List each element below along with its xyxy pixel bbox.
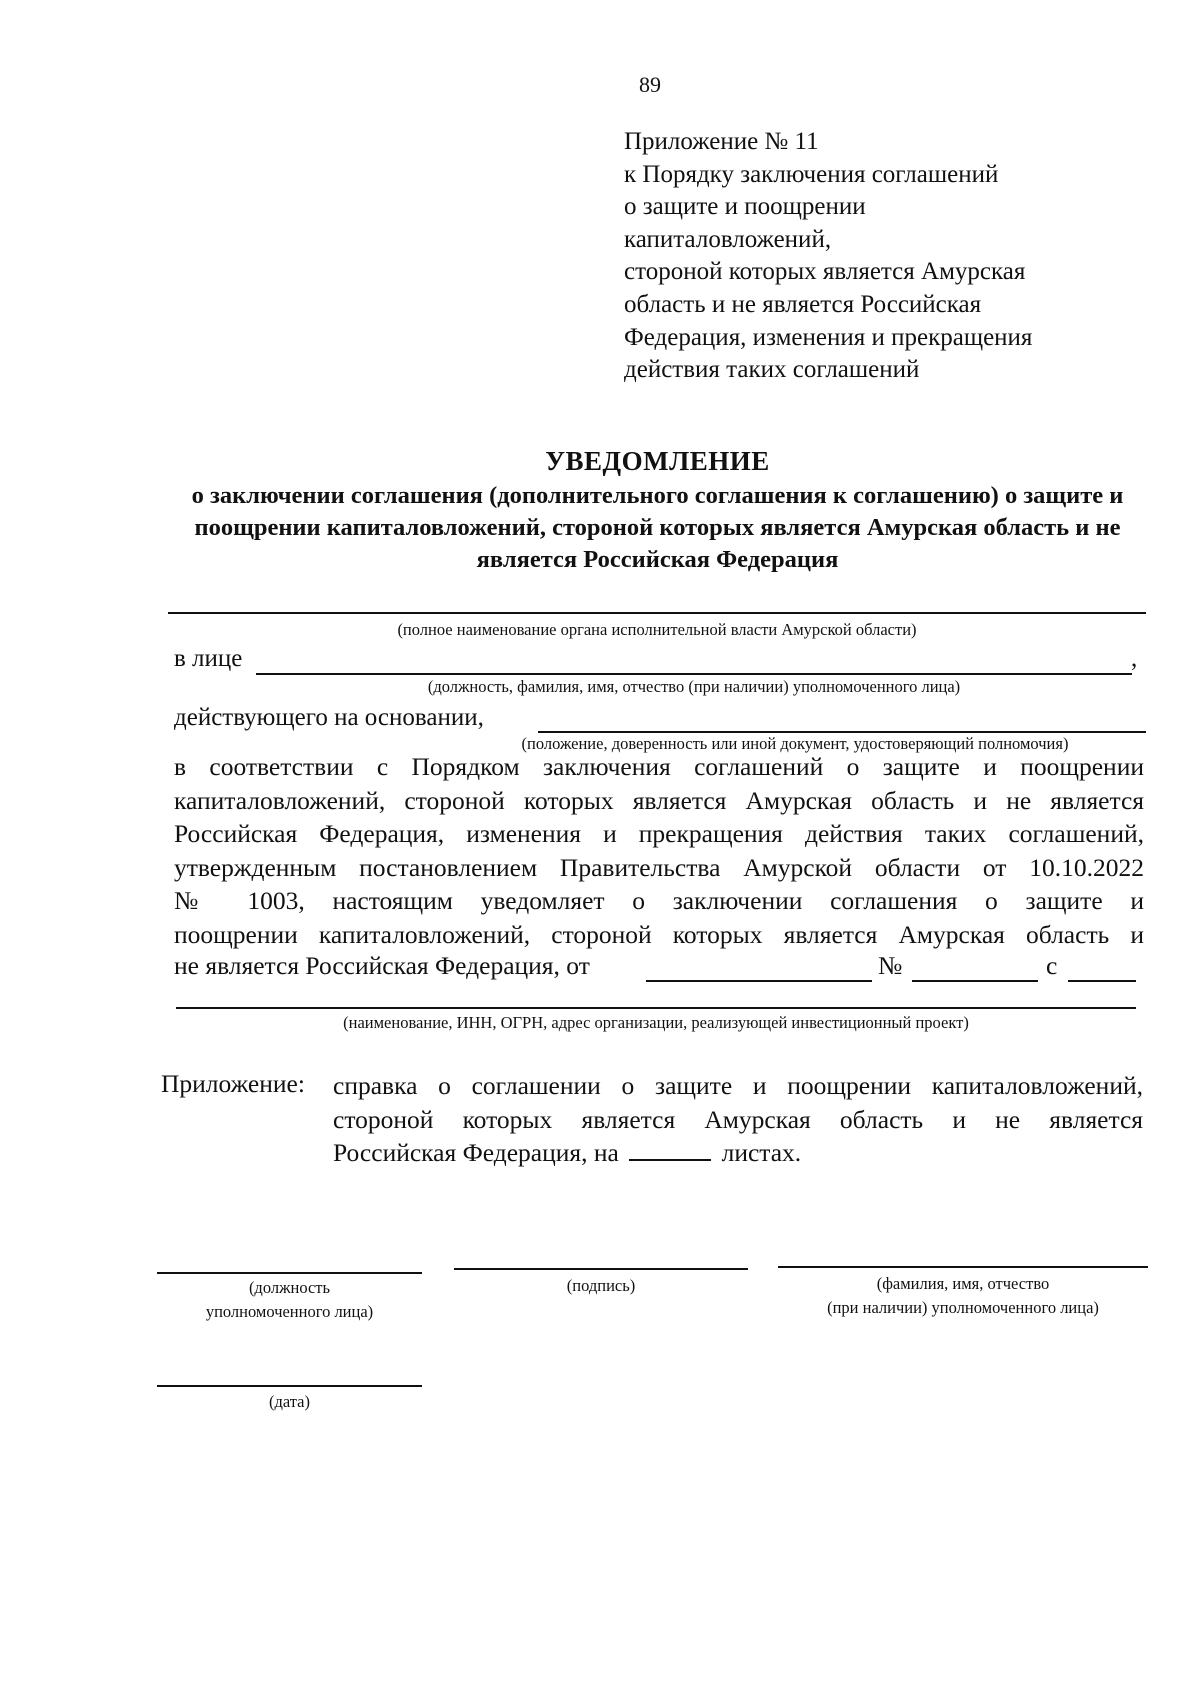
- attachment-last-text: Российская Федерация, на: [333, 1138, 619, 1167]
- appendix-line: Приложение № 11: [624, 128, 819, 155]
- document-title: УВЕДОМЛЕНИЕ: [545, 446, 770, 476]
- signature-caption: (подпись): [566, 1276, 636, 1295]
- with-label: с: [1046, 951, 1058, 980]
- in-person-label: в лице: [174, 645, 243, 672]
- sheets-count-field[interactable]: [629, 1137, 711, 1161]
- body-last-line: не является Российская Федерация, от: [174, 951, 590, 980]
- full-name-caption: [778, 1272, 1148, 1320]
- date-signature-line[interactable]: [157, 1385, 422, 1387]
- body-line: № 1003, настоящим уведомляет о заключении соглашения о защите и: [174, 886, 1144, 915]
- full-name-caption-line: (при наличии) уполномоченного лица): [827, 1298, 1099, 1317]
- appendix-line: область и не является Российская: [624, 290, 982, 318]
- full-name-signature-line[interactable]: [778, 1266, 1148, 1268]
- position-caption: [157, 1276, 422, 1324]
- body-line: Российская Федерация, изменения и прекращения действия таких соглашений,: [174, 819, 1144, 848]
- organization-caption: (наименование, ИНН, ОГРН, адрес организации, реализующей инвестиционный проект): [343, 1013, 969, 1032]
- number-sign: №: [878, 951, 903, 980]
- acting-basis-label: действующего на основании,: [174, 704, 484, 731]
- authority-caption: (полное наименование органа исполнительной власти Амурской области): [397, 620, 917, 639]
- authority-name-field[interactable]: [168, 612, 1146, 614]
- body-line: в соответствии с Порядком заключения соглашений о защите и поощрении: [174, 752, 1144, 781]
- page-number: 89: [639, 72, 661, 97]
- appendix-line: Федерация, изменения и прекращения: [624, 323, 1033, 351]
- date-caption: (дата): [268, 1392, 311, 1411]
- person-caption: (должность, фамилия, имя, отчество (при наличии) уполномоченного лица): [427, 677, 961, 696]
- attachment-label: Приложение:: [161, 1069, 305, 1098]
- position-signature-line[interactable]: [157, 1272, 422, 1274]
- in-person-field[interactable]: [256, 673, 1132, 675]
- agreement-date-field[interactable]: [646, 980, 872, 982]
- attachment-line: стороной которых является Амурская область и не является: [333, 1104, 1143, 1134]
- position-caption-line: уполномоченного лица): [205, 1302, 374, 1321]
- counterparty-short-field[interactable]: [1068, 980, 1136, 982]
- acting-basis-field[interactable]: [538, 731, 1146, 733]
- appendix-reference: [624, 126, 1032, 387]
- position-caption-line: (должность: [248, 1278, 331, 1297]
- appendix-line: капиталовложений,: [624, 225, 832, 253]
- body-paragraph: [174, 750, 1144, 951]
- attachment-sheets-label: листах.: [721, 1138, 802, 1167]
- basis-caption: (положение, доверенность или иной документ, удостоверяющий полномочия): [521, 734, 1069, 753]
- agreement-number-field[interactable]: [912, 980, 1038, 982]
- appendix-line: стороной которых является Амурская: [624, 258, 1026, 286]
- body-line: капиталовложений, стороной которых является Амурская область и не является: [174, 785, 1144, 815]
- appendix-line: к Порядку заключения соглашений: [624, 160, 999, 188]
- full-name-caption-line: (фамилия, имя, отчество: [876, 1274, 1050, 1293]
- appendix-line: о защите и поощрении: [624, 193, 866, 221]
- document-subtitle: о заключении соглашения (дополнительного соглашения к соглашению) о защите и поощрении капиталовложений, стороной которых является Амурская область и не является Российская Федерация: [191, 482, 1124, 573]
- body-line: поощрении капиталовложений, стороной которых является Амурская область и: [174, 919, 1144, 949]
- in-person-comma: ,: [1131, 645, 1138, 672]
- attachment-text: [333, 1069, 1143, 1170]
- attachment-line: справка о соглашении о защите и поощрении капиталовложений,: [333, 1071, 1143, 1100]
- organization-field[interactable]: [176, 1007, 1136, 1009]
- signature-line[interactable]: [454, 1268, 748, 1270]
- body-line: утвержденным постановлением Правительства Амурской области от 10.10.2022: [174, 852, 1144, 882]
- appendix-line: действия таких соглашений: [624, 356, 920, 384]
